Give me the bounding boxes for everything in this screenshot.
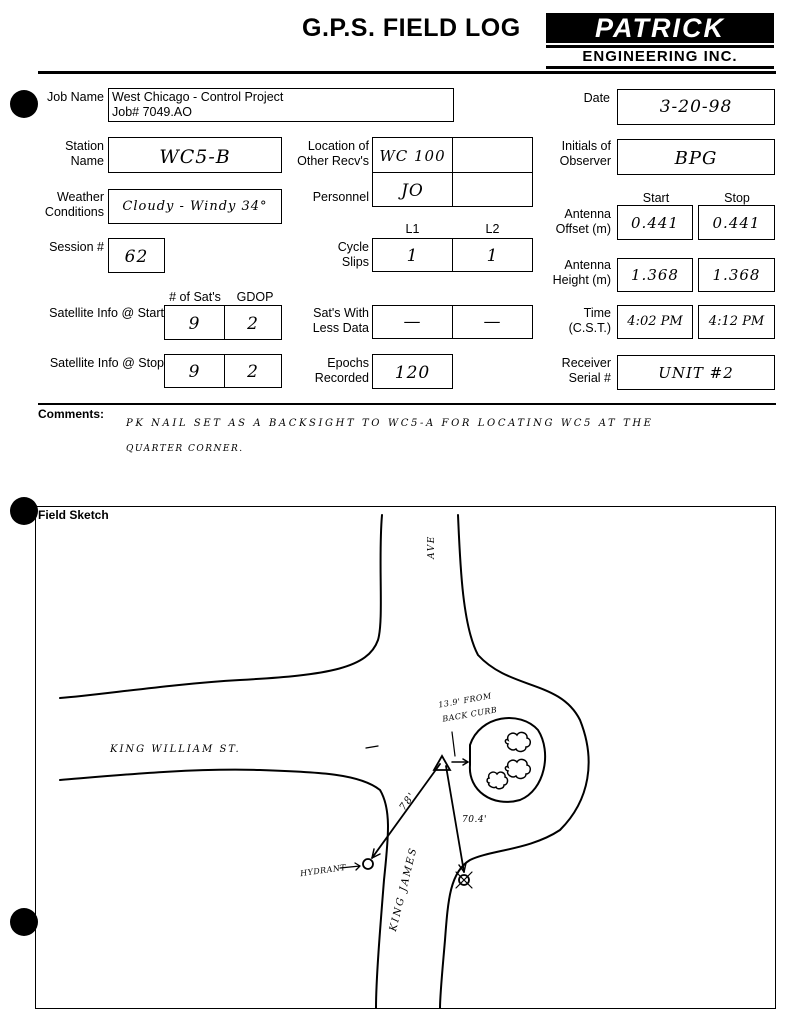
l1-header: L1 [405,222,420,236]
station-name-value: WC5-B [159,146,231,168]
job-name-value: West Chicago - Control Project [112,90,284,104]
bush-1 [505,732,530,751]
start-header: Start [642,191,670,205]
cycle-slips-l2-value: 1 [486,246,499,266]
logo-subtitle: ENGINEERING INC. [546,45,774,69]
epochs-value: 120 [394,363,431,383]
location-other-label: Location of Other Recv's [297,139,369,168]
time-start-value: 4:02 PM [627,314,683,329]
king-james-label: KING JAMES [388,845,420,933]
page-title: G.P.S. FIELD LOG [302,14,521,42]
hydrant-symbol [363,859,373,869]
from-curb-label-1: 13.9' FROM [437,691,493,710]
antenna-height-start-value: 1.368 [631,266,679,284]
initials-value: BPG [674,148,718,169]
island [470,718,545,802]
comments-label: Comments: [38,407,105,421]
sats-stop-value: 9 [188,362,201,382]
sketch-mark [366,746,378,748]
sat-info-start-label: Satellite Info @ Start [49,306,164,320]
session-label: Session # [49,240,104,254]
ave-label: AVE [426,535,437,559]
gdop-start-value: 2 [247,314,259,334]
sats-start-value: 9 [188,314,201,334]
time-stop-value: 4:12 PM [708,314,765,329]
receiver-serial-label: Receiver Serial # [561,356,611,385]
stop-header: Stop [724,191,750,205]
other-recv-value-1: WC 100 [379,147,446,165]
from-curb-label-2: BACK CURB [441,705,498,724]
cycle-slips-label: Cycle Slips [337,240,369,269]
hydrant-distance-label: 78' [397,790,419,813]
personnel-value-1: JO [401,181,424,201]
num-sats-header: # of Sat's [169,290,221,304]
sats-less-data-label: Sat's With Less Data [312,306,369,335]
king-william-south-edge [60,770,388,1008]
cycle-slips-l1-value: 1 [406,246,419,266]
gdop-header: GDOP [236,290,274,304]
session-value: 62 [124,247,149,267]
antenna-offset-stop-value: 0.441 [712,214,761,232]
comments-line-1[interactable]: PK NAIL SET AS A BACKSIGHT TO WC5-A FOR LOCATING WC5 AT THE [126,418,654,429]
field-sketch-label: Field Sketch [38,508,109,522]
king-william-label: KING WILLIAM ST. [110,744,241,755]
comments-line-2[interactable]: QUARTER CORNER. [126,444,244,454]
hydrant-label: HYDRANT [299,862,347,879]
weather-label: Weather Conditions [44,190,104,219]
initials-observer-label: Initials of Observer [559,139,611,168]
antenna-height-stop-value: 1.368 [712,266,761,284]
curb-leader [452,732,455,756]
bush-2 [505,759,530,778]
receiver-serial-value: UNIT #2 [658,364,734,382]
logo-name: PATRICK [546,13,774,43]
time-cst-label: Time (C.S.T.) [568,306,611,335]
sat-info-stop-label: Satellite Info @ Stop [49,356,164,370]
personnel-label: Personnel [312,190,369,204]
epochs-label: Epochs Recorded [314,356,369,385]
bush-3 [487,772,507,789]
gdop-stop-value: 2 [247,362,259,382]
station-name-label: Station Name [65,139,104,168]
antenna-offset-start-value: 0.441 [631,214,679,232]
l2-header: L2 [485,222,500,236]
less-data-l1-value: — [403,312,422,332]
antenna-height-label: Antenna Height (m) [552,258,611,287]
south-distance-label: 70.4' [462,815,488,825]
job-number-value: Job# 7049.AO [112,105,192,119]
date-value: 3-20-98 [659,97,733,117]
antenna-offset-label: Antenna Offset (m) [555,207,611,236]
job-name-label: Job Name [47,90,104,104]
weather-value: Cloudy - Windy 34° [122,199,268,214]
ave-road-west-edge [60,515,382,698]
less-data-l2-value: — [483,312,502,332]
date-label: Date [583,91,610,105]
